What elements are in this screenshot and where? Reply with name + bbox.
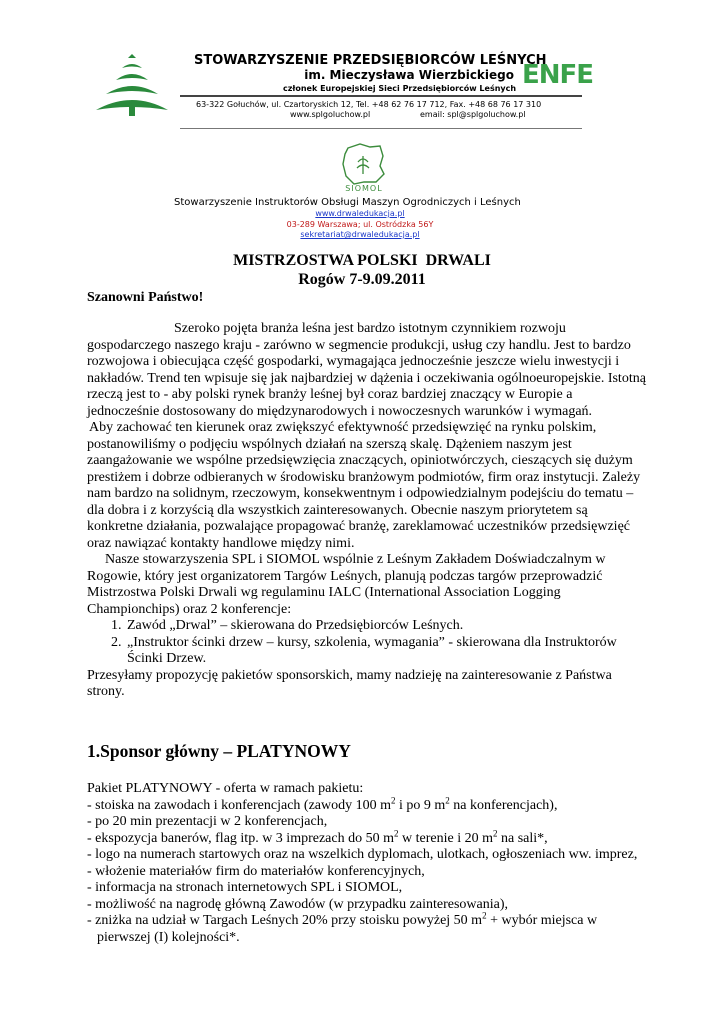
list-item: - stoiska na zawodach i konferencjach (zawody 100 $m^2$ i po 9 $m^2$ na konferencjach), [87, 794, 558, 813]
package-section [87, 781, 647, 946]
document-title: MISTRZOSTWA POLSKI DRWALI [233, 252, 491, 269]
siomol-name: Stowarzyszenie Instruktorów Obsługi Maszyn Ogrodniczych i Leśnych [174, 197, 521, 208]
sponsor-heading: 1.Sponsor główny – PLATYNOWY [87, 741, 351, 761]
conference-list [87, 618, 647, 668]
paragraph-1: Szeroko pojęta branża leśna jest bardzo istotnym czynnikiem rozwoju gospodarczego naszego kraju - zarówno w segmencie produkcji, usług czy handlu. Jest to bardzo rozwojowa i obiecująca część gospodarki, wymagająca jednocześnie jeszcze wielu inwestycji i nakładów. Trend ten wpisuje się jak najbardziej w dążenia i oczekiwania ogólnoeuropejskie. Istotną rzeczą jest to - aby polski rynek branży leśnej był coraz bardziej znaczący w Europie a jednocześnie dostosowany do międzynarodowych i nowoczesnych warunków i wymagań. [87, 321, 646, 419]
document-subtitle: Rogów 7-9.09.2011 [298, 271, 426, 288]
spl-subtitle: im. Mieczysława Wierzbickiego [304, 68, 514, 82]
list-item: 2. „Instruktor ścinki drzew – kursy, szkolenia, wymagania” - skierowana dla Instruktorów Ścinki Drzew. [125, 635, 647, 668]
spl-divider [180, 95, 582, 97]
spl-address: 63-322 Gołuchów, ul. Czartoryskich 12, Tel. +48 62 76 17 712, Fax. +48 68 76 17 310 [196, 100, 542, 109]
siomol-letterhead [0, 136, 724, 246]
list-item: 1. Zawód „Drwal” – skierowana do Przedsiębiorców Leśnych. [125, 618, 647, 635]
paragraph-4: Przesyłamy propozycję pakietów sponsorskich, mamy nadzieję na zainteresowanie z Państwa strony. [87, 667, 612, 699]
siomol-address: 03-289 Warszawa; ul. Ostródzka 56Y [286, 220, 434, 229]
letterhead-separator [180, 128, 582, 129]
enfe-logo-text: ENFE [522, 60, 594, 90]
package-list [87, 794, 647, 947]
siomol-website[interactable]: www.drwaledukacja.pl [315, 209, 405, 218]
siomol-email[interactable]: sekretariat@drwaledukacja.pl [300, 230, 420, 239]
letter-body [87, 321, 647, 701]
siomol-logo-text: SIOMOL [345, 184, 383, 193]
list-item: - informacja na stronach internetowych SPL i SIOMOL, [87, 880, 403, 895]
tree-logo [92, 54, 172, 120]
list-item: - po 20 min prezentacji w 2 konferencjach, [87, 814, 328, 829]
enfe-logo [522, 60, 594, 92]
list-item: - logo na numerach startowych oraz na wszelkich dyplomach, ulotkach, ogłoszeniach ww. imprez, [87, 847, 638, 862]
siomol-poland-map-logo [340, 142, 386, 186]
list-item: - włożenie materiałów firm do materiałów konferencyjnych, [87, 863, 425, 879]
spl-member: członek Europejskiej Sieci Przedsiębiorców Leśnych [283, 84, 517, 93]
list-item: - możliwość na nagrodę główną Zawodów (w przypadku zainteresowania), [87, 896, 509, 912]
spl-email[interactable]: email: spl@splgoluchow.pl [420, 110, 526, 119]
list-item: - ekspozycja banerów, flag itp. w 3 imprezach do 50 $m^2$ w terenie i 20 $m^2$ na sali*, [87, 827, 548, 846]
list-item: - zniżka na udział w Targach Leśnych 20% przy stoisku powyżej 50 $m^2$ + wybór miejsca w pierwszej (I) kolejności*. [87, 910, 598, 945]
spl-title: STOWARZYSZENIE PRZEDSIĘBIORCÓW LEŚNYCH [194, 53, 547, 68]
spl-letterhead [0, 0, 724, 140]
paragraph-2: Aby zachować ten kierunek oraz zwiększyć efektywność przedsięwzięć na rynku polskim, postanowiliśmy o podjęciu wspólnych działań na szerszą skalę. Dążeniem naszym jest zaangażowanie we wspólne przedsięwzięcia znaczących, opiniotwórczych, cieszących się dużym prestiżem i dobrze odbieranych w środowisku branżowym podmiotów, firm oraz instytucji. Zależy nam bardzo na solidnym, rzeczowym, konsekwentnym i odpowiedzialnym podejściu do tematu – dla dobra i z korzyścią dla wszystkich zainteresowanych. Obecnie naszym priorytetem są konkretne działania, pozwalające propagować branżę, zareklamować uczestników przedsięwzięć oraz nawiązać kontakty handlowe między nimi. [87, 420, 641, 551]
package-intro: Pakiet PLATYNOWY - oferta w ramach pakietu: [87, 781, 364, 796]
paragraph-3: Nasze stowarzyszenia SPL i SIOMOL wspólnie z Leśnym Zakładem Doświadczalnym w Rogowie, który jest organizatorem Targów Leśnych, planują podczas targów przeprowadzić Mistrzostwa Polski Drwali wg regulaminu IALC (International Association Logging Championchips) oraz 2 konferencje: [87, 552, 606, 617]
spl-website[interactable]: www.splgoluchow.pl [290, 110, 371, 119]
greeting: Szanowni Państwo! [87, 290, 204, 305]
